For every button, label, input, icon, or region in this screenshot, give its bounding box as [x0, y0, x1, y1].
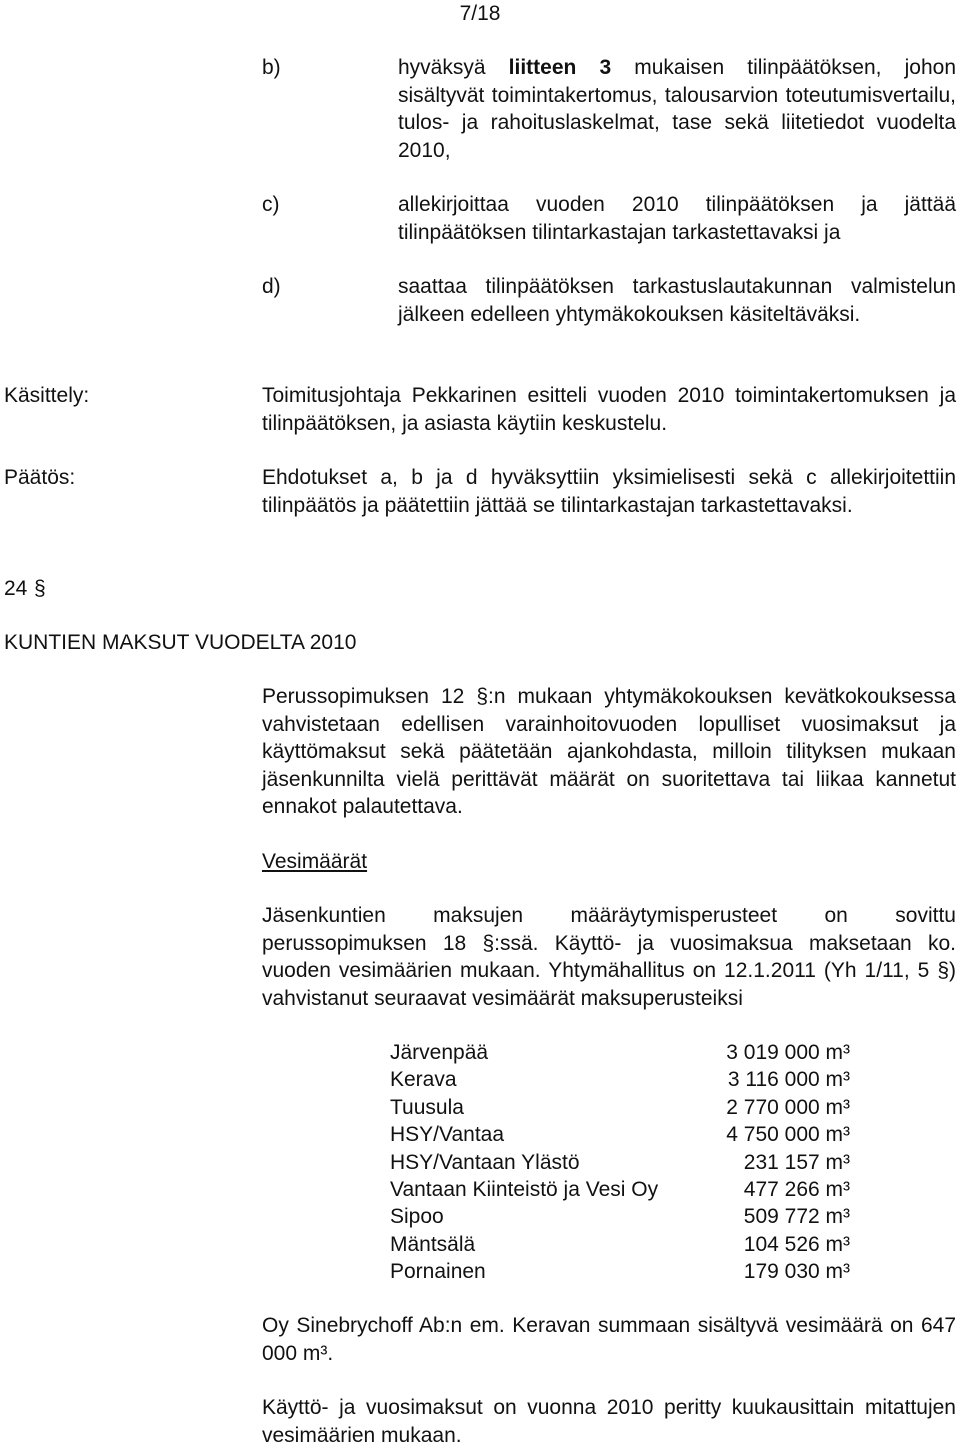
municipality-name: Järvenpää [390, 1041, 489, 1064]
municipality-name: Kerava [390, 1068, 457, 1092]
water-volume: 3 019 000 m³ [726, 1041, 850, 1064]
page-number: 7/18 [459, 2, 501, 25]
table-row [390, 1231, 850, 1258]
kasittely-label: Käsittely: [4, 384, 90, 407]
water-volume: 509 772 m³ [743, 1205, 850, 1229]
item-text-b: hyväksyä liitteen 3 mukaisen tilinpäätöksen, johon sisältyvät toimintakertomus, talousarvion toteutumisvertailu, tulos- ja rahoituslaskelmat, tase sekä liitetiedot vuodelta 2010, [398, 56, 956, 162]
municipality-name: HSY/Vantaa [390, 1123, 505, 1147]
section-mark: § [482, 931, 495, 955]
section-title: KUNTIEN MAKSUT VUODELTA 2010 [4, 631, 357, 654]
attachment-reference: liitteen 3 [508, 56, 612, 79]
table-row [390, 1203, 850, 1230]
water-volume: 104 526 m³ [743, 1232, 850, 1256]
municipality-name: Pornainen [390, 1260, 486, 1284]
water-volume: 231 157 m³ [743, 1150, 850, 1174]
table-row [390, 1094, 850, 1121]
water-volume: 3 116 000 m³ [727, 1068, 850, 1092]
water-volume: 179 030 m³ [743, 1260, 850, 1284]
paatos-label: Päätös: [4, 466, 76, 489]
section-mark: § [476, 685, 489, 708]
note-sinebrychoff: Oy Sinebrychoff Ab:n em. Keravan summaan sisältyvä vesimäärä on 647 000 m³. [262, 1314, 956, 1365]
table-row [390, 1121, 850, 1148]
subheading-vesimaarat: Vesimäärät [262, 850, 368, 873]
item-text-c: allekirjoittaa vuoden 2010 tilinpäätöksen ja jättää tilinpäätöksen tilintarkastajan tarkastettavaksi ja [398, 193, 956, 244]
note-monthly: Käyttö- ja vuosimaksut on vuonna 2010 peritty kuukausittain mitattujen vesimäärien mukaan. [262, 1396, 956, 1447]
table-row [390, 1258, 850, 1285]
water-volume-table [390, 1039, 850, 1286]
municipality-name: Mäntsälä [390, 1232, 476, 1256]
water-volume: 2 770 000 m³ [726, 1095, 850, 1119]
municipality-name: Sipoo [390, 1205, 444, 1229]
water-volume: 4 750 000 m³ [726, 1123, 850, 1147]
table-row [390, 1066, 850, 1093]
section-mark: § [34, 577, 46, 600]
item-label-c: c) [262, 193, 280, 216]
table-row [390, 1149, 850, 1176]
municipality-name: HSY/Vantaan Ylästö [390, 1150, 580, 1174]
municipality-name: Vantaan Kiinteistö ja Vesi Oy [390, 1178, 659, 1202]
section-number: 24 [4, 577, 28, 600]
kasittely-text: Toimitusjohtaja Pekkarinen esitteli vuoden 2010 toimintakertomuksen ja tilinpäätöksen, ja asiasta käytiin keskustelu. [262, 384, 956, 435]
section-intro: Perussopimuksen 12 §:n mukaan yhtymäkokouksen kevätkokouksessa vahvistetaan edellisen varainhoitovuoden lopulliset vuosimaksut ja käyttömaksut sekä päätetään ajankohdasta, milloin tilityksen mukaan jäsenkunnilta vielä perittävät määrät on suoritettava tai liikaa kannetut ennakot palautettava. [262, 685, 956, 818]
table-row [390, 1176, 850, 1203]
basis-paragraph: Jäsenkuntien maksujen määräytymisperusteet on sovittu perussopimuksen 18 §:ssä. Käyttö- ja vuosimaksua maksetaan ko. vuoden vesimäärien mukaan. Yhtymähallitus on 12.1.2011 (Yh 1/11, 5 §) vahvistanut seuraavat vesimäärät maksuperusteiksi [262, 904, 956, 1010]
item-label-d: d) [262, 275, 281, 298]
paatos-text: Ehdotukset a, b ja d hyväksyttiin yksimielisesti sekä c allekirjoitettiin tilinpäätös ja päätettiin jättää se tilintarkastajan tarkastettavaksi. [262, 466, 956, 517]
item-label-b: b) [262, 56, 281, 79]
table-row [390, 1039, 850, 1066]
water-volume: 477 266 m³ [743, 1178, 850, 1202]
municipality-name: Tuusula [390, 1095, 464, 1119]
item-text-d: saattaa tilinpäätöksen tarkastuslautakunnan valmistelun jälkeen edelleen yhtymäkokouksen käsiteltäväksi. [398, 275, 956, 326]
section-mark: § [937, 959, 949, 982]
